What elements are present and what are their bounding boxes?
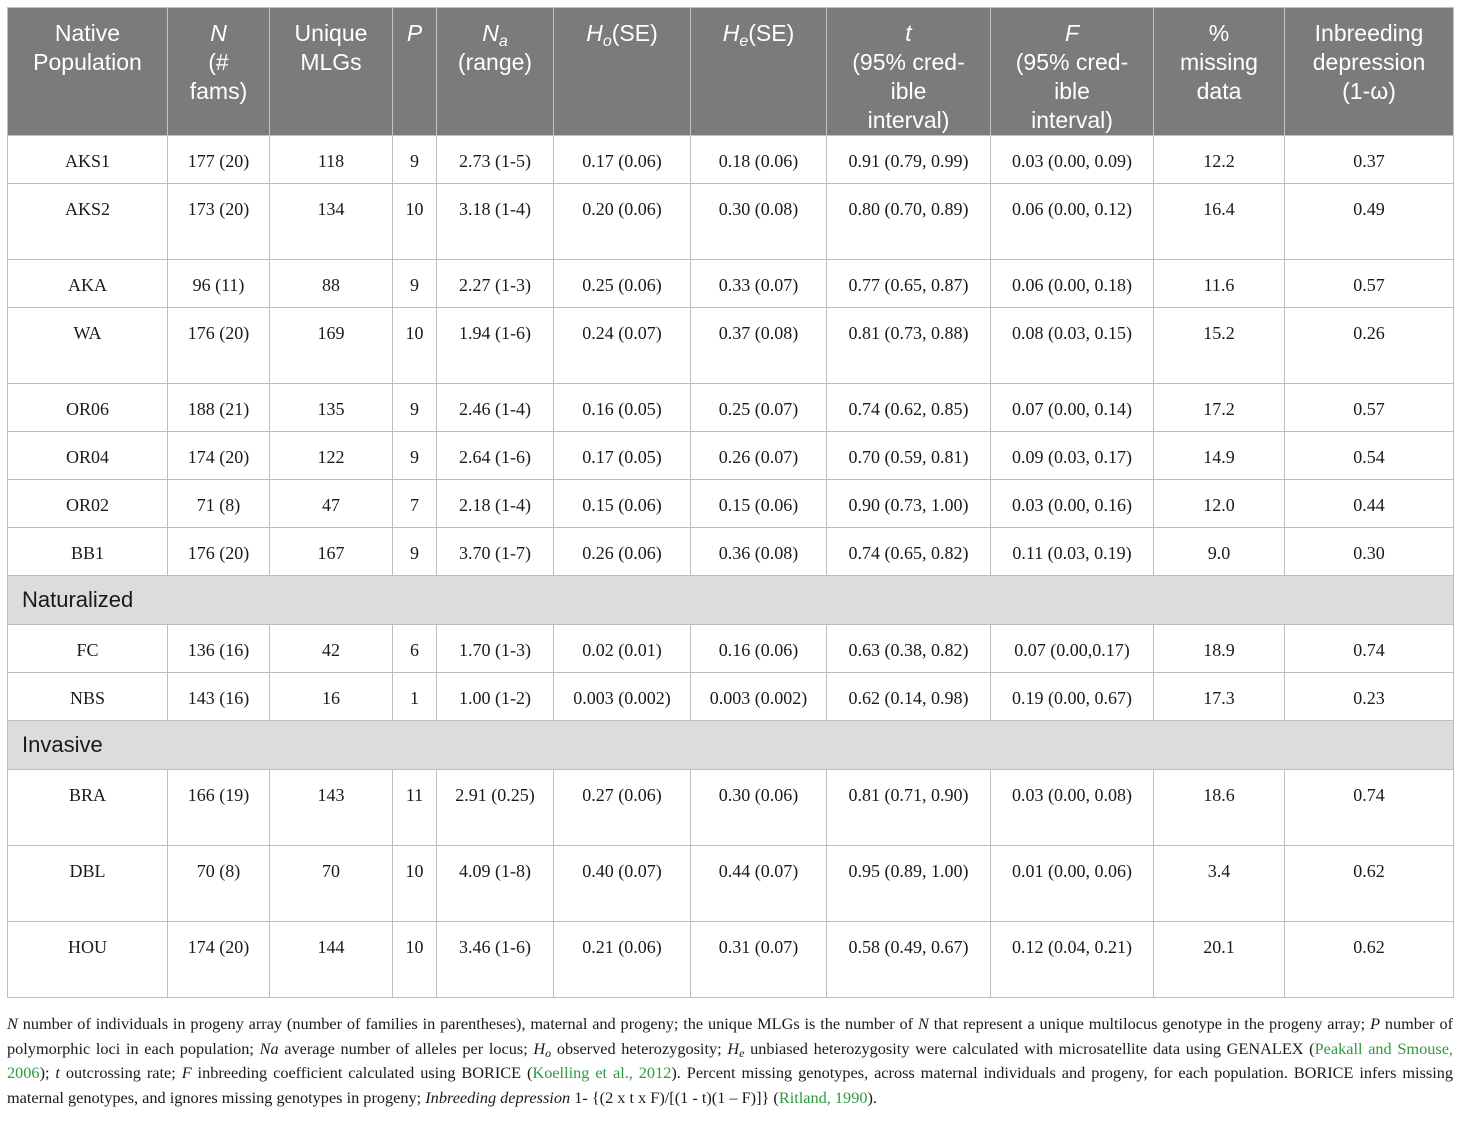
cell-population: BRA bbox=[8, 770, 168, 846]
cell-ho: 0.40 (0.07) bbox=[554, 846, 691, 922]
cell-ho: 0.21 (0.06) bbox=[554, 922, 691, 998]
table-row bbox=[8, 432, 1454, 480]
cell-unique-mlgs: 144 bbox=[270, 922, 393, 998]
citation-link-koelling[interactable]: Koelling et al., 2012 bbox=[532, 1063, 672, 1082]
cell-t: 0.81 (0.71, 0.90) bbox=[827, 770, 991, 846]
cell-unique-mlgs: 42 bbox=[270, 625, 393, 673]
section-label: Invasive bbox=[8, 721, 1454, 770]
col-native-population: Native Population bbox=[8, 8, 168, 136]
cell-unique-mlgs: 16 bbox=[270, 673, 393, 721]
cell-population: BB1 bbox=[8, 528, 168, 576]
cell-n: 71 (8) bbox=[168, 480, 270, 528]
table-row bbox=[8, 922, 1454, 998]
cell-missing: 3.4 bbox=[1154, 846, 1285, 922]
cell-unique-mlgs: 135 bbox=[270, 384, 393, 432]
cell-p: 1 bbox=[393, 673, 437, 721]
cell-inbreeding: 0.49 bbox=[1285, 184, 1454, 260]
cell-n: 176 (20) bbox=[168, 528, 270, 576]
cell-na: 2.46 (1-4) bbox=[437, 384, 554, 432]
cell-p: 10 bbox=[393, 846, 437, 922]
table-row bbox=[8, 136, 1454, 184]
cell-f: 0.19 (0.00, 0.67) bbox=[991, 673, 1154, 721]
citation-link-peakall[interactable]: Peakall and Smouse, 2006 bbox=[7, 1038, 1453, 1082]
cell-missing: 18.6 bbox=[1154, 770, 1285, 846]
cell-f: 0.07 (0.00,0.17) bbox=[991, 625, 1154, 673]
cell-inbreeding: 0.23 bbox=[1285, 673, 1454, 721]
cell-na: 3.46 (1-6) bbox=[437, 922, 554, 998]
cell-t: 0.77 (0.65, 0.87) bbox=[827, 260, 991, 308]
cell-missing: 17.2 bbox=[1154, 384, 1285, 432]
cell-f: 0.03 (0.00, 0.08) bbox=[991, 770, 1154, 846]
cell-population: OR02 bbox=[8, 480, 168, 528]
cell-missing: 15.2 bbox=[1154, 308, 1285, 384]
cell-n: 176 (20) bbox=[168, 308, 270, 384]
col-missing-data: % missing data bbox=[1154, 8, 1285, 136]
cell-p: 11 bbox=[393, 770, 437, 846]
cell-ho: 0.02 (0.01) bbox=[554, 625, 691, 673]
cell-n: 96 (11) bbox=[168, 260, 270, 308]
col-na: $N_a$ (range) bbox=[437, 8, 554, 136]
table-row bbox=[8, 480, 1454, 528]
cell-inbreeding: 0.57 bbox=[1285, 260, 1454, 308]
cell-unique-mlgs: 143 bbox=[270, 770, 393, 846]
cell-t: 0.90 (0.73, 1.00) bbox=[827, 480, 991, 528]
cell-missing: 16.4 bbox=[1154, 184, 1285, 260]
cell-t: 0.63 (0.38, 0.82) bbox=[827, 625, 991, 673]
cell-na: 1.94 (1-6) bbox=[437, 308, 554, 384]
cell-p: 9 bbox=[393, 260, 437, 308]
cell-n: 70 (8) bbox=[168, 846, 270, 922]
cell-t: 0.80 (0.70, 0.89) bbox=[827, 184, 991, 260]
cell-unique-mlgs: 167 bbox=[270, 528, 393, 576]
cell-p: 7 bbox=[393, 480, 437, 528]
cell-n: 166 (19) bbox=[168, 770, 270, 846]
cell-unique-mlgs: 88 bbox=[270, 260, 393, 308]
cell-unique-mlgs: 134 bbox=[270, 184, 393, 260]
cell-inbreeding: 0.26 bbox=[1285, 308, 1454, 384]
col-inbreeding-depression: Inbreeding depression (1-ω) bbox=[1285, 8, 1454, 136]
cell-n: 177 (20) bbox=[168, 136, 270, 184]
cell-population: WA bbox=[8, 308, 168, 384]
cell-na: 1.00 (1-2) bbox=[437, 673, 554, 721]
cell-inbreeding: 0.30 bbox=[1285, 528, 1454, 576]
cell-p: 9 bbox=[393, 136, 437, 184]
cell-t: 0.58 (0.49, 0.67) bbox=[827, 922, 991, 998]
table-row bbox=[8, 846, 1454, 922]
section-naturalized bbox=[8, 576, 1454, 625]
cell-t: 0.70 (0.59, 0.81) bbox=[827, 432, 991, 480]
table-row bbox=[8, 770, 1454, 846]
cell-n: 173 (20) bbox=[168, 184, 270, 260]
cell-unique-mlgs: 47 bbox=[270, 480, 393, 528]
cell-he: 0.18 (0.06) bbox=[691, 136, 827, 184]
cell-population: DBL bbox=[8, 846, 168, 922]
population-genetics-table bbox=[7, 7, 1454, 998]
table-footnote: N number of individuals in progeny array (number of families in parentheses), maternal and progeny; the unique MLGs is the number of N that represent a unique multilocus genotype in the progeny array; P number of polymorphic loci in each population; Na average number of alleles per locus; $H_o$ observed heterozygosity; $H_e$ unbiased heterozygosity were calculated with microsatellite data using GENALEX (Peakall and Smouse, 2006); t outcrossing rate; F inbreeding coefficient calculated using BORICE (Koelling et al., 2012). Percent missing genotypes, across maternal individuals and progeny, for each population. BORICE infers missing maternal genotypes, and ignores missing genotypes in progeny; Inbreeding depression 1- {(2 x t x F)/[(1 - t)(1 – F)]} (Ritland, 1990). bbox=[7, 1014, 1454, 1107]
cell-he: 0.33 (0.07) bbox=[691, 260, 827, 308]
table-row bbox=[8, 308, 1454, 384]
cell-f: 0.03 (0.00, 0.16) bbox=[991, 480, 1154, 528]
cell-population: FC bbox=[8, 625, 168, 673]
cell-f: 0.11 (0.03, 0.19) bbox=[991, 528, 1154, 576]
cell-population: HOU bbox=[8, 922, 168, 998]
cell-f: 0.08 (0.03, 0.15) bbox=[991, 308, 1154, 384]
cell-n: 143 (16) bbox=[168, 673, 270, 721]
section-label: Naturalized bbox=[8, 576, 1454, 625]
cell-p: 10 bbox=[393, 922, 437, 998]
cell-population: OR06 bbox=[8, 384, 168, 432]
cell-unique-mlgs: 122 bbox=[270, 432, 393, 480]
cell-t: 0.62 (0.14, 0.98) bbox=[827, 673, 991, 721]
cell-ho: 0.17 (0.05) bbox=[554, 432, 691, 480]
cell-na: 1.70 (1-3) bbox=[437, 625, 554, 673]
cell-f: 0.07 (0.00, 0.14) bbox=[991, 384, 1154, 432]
cell-f: 0.03 (0.00, 0.09) bbox=[991, 136, 1154, 184]
cell-population: AKS1 bbox=[8, 136, 168, 184]
cell-f: 0.09 (0.03, 0.17) bbox=[991, 432, 1154, 480]
table-row bbox=[8, 184, 1454, 260]
cell-missing: 12.2 bbox=[1154, 136, 1285, 184]
cell-unique-mlgs: 118 bbox=[270, 136, 393, 184]
cell-missing: 9.0 bbox=[1154, 528, 1285, 576]
cell-he: 0.31 (0.07) bbox=[691, 922, 827, 998]
cell-he: 0.16 (0.06) bbox=[691, 625, 827, 673]
cell-inbreeding: 0.62 bbox=[1285, 846, 1454, 922]
cell-he: 0.15 (0.06) bbox=[691, 480, 827, 528]
cell-he: 0.25 (0.07) bbox=[691, 384, 827, 432]
cell-missing: 11.6 bbox=[1154, 260, 1285, 308]
cell-population: OR04 bbox=[8, 432, 168, 480]
cell-ho: 0.26 (0.06) bbox=[554, 528, 691, 576]
cell-ho: 0.27 (0.06) bbox=[554, 770, 691, 846]
section-invasive bbox=[8, 721, 1454, 770]
cell-na: 2.91 (0.25) bbox=[437, 770, 554, 846]
cell-t: 0.91 (0.79, 0.99) bbox=[827, 136, 991, 184]
cell-n: 174 (20) bbox=[168, 922, 270, 998]
cell-he: 0.26 (0.07) bbox=[691, 432, 827, 480]
cell-ho: 0.15 (0.06) bbox=[554, 480, 691, 528]
col-n: N (# fams) bbox=[168, 8, 270, 136]
table-container bbox=[7, 7, 1453, 998]
cell-ho: 0.20 (0.06) bbox=[554, 184, 691, 260]
cell-ho: 0.25 (0.06) bbox=[554, 260, 691, 308]
cell-inbreeding: 0.54 bbox=[1285, 432, 1454, 480]
cell-p: 10 bbox=[393, 184, 437, 260]
cell-missing: 20.1 bbox=[1154, 922, 1285, 998]
cell-t: 0.74 (0.62, 0.85) bbox=[827, 384, 991, 432]
col-ho: $H_o(SE)$ bbox=[554, 8, 691, 136]
cell-p: 9 bbox=[393, 384, 437, 432]
cell-p: 6 bbox=[393, 625, 437, 673]
cell-n: 188 (21) bbox=[168, 384, 270, 432]
cell-missing: 18.9 bbox=[1154, 625, 1285, 673]
citation-link-ritland[interactable]: Ritland, 1990 bbox=[778, 1087, 868, 1107]
cell-he: 0.30 (0.08) bbox=[691, 184, 827, 260]
cell-missing: 17.3 bbox=[1154, 673, 1285, 721]
cell-he: 0.30 (0.06) bbox=[691, 770, 827, 846]
col-t: t (95% cred- ible interval) bbox=[827, 8, 991, 136]
cell-na: 2.73 (1-5) bbox=[437, 136, 554, 184]
table-row bbox=[8, 384, 1454, 432]
cell-population: AKA bbox=[8, 260, 168, 308]
cell-missing: 14.9 bbox=[1154, 432, 1285, 480]
cell-inbreeding: 0.44 bbox=[1285, 480, 1454, 528]
cell-he: 0.37 (0.08) bbox=[691, 308, 827, 384]
cell-p: 9 bbox=[393, 432, 437, 480]
col-he: $H_e(SE)$ bbox=[691, 8, 827, 136]
cell-he: 0.36 (0.08) bbox=[691, 528, 827, 576]
cell-f: 0.01 (0.00, 0.06) bbox=[991, 846, 1154, 922]
cell-f: 0.12 (0.04, 0.21) bbox=[991, 922, 1154, 998]
cell-ho: 0.16 (0.05) bbox=[554, 384, 691, 432]
cell-na: 2.64 (1-6) bbox=[437, 432, 554, 480]
table-row bbox=[8, 673, 1454, 721]
cell-ho: 0.17 (0.06) bbox=[554, 136, 691, 184]
cell-ho: 0.003 (0.002) bbox=[554, 673, 691, 721]
cell-t: 0.74 (0.65, 0.82) bbox=[827, 528, 991, 576]
cell-f: 0.06 (0.00, 0.12) bbox=[991, 184, 1154, 260]
cell-t: 0.95 (0.89, 1.00) bbox=[827, 846, 991, 922]
header-row bbox=[8, 8, 1454, 136]
cell-inbreeding: 0.37 bbox=[1285, 136, 1454, 184]
cell-inbreeding: 0.57 bbox=[1285, 384, 1454, 432]
table-row bbox=[8, 260, 1454, 308]
cell-ho: 0.24 (0.07) bbox=[554, 308, 691, 384]
cell-inbreeding: 0.62 bbox=[1285, 922, 1454, 998]
cell-missing: 12.0 bbox=[1154, 480, 1285, 528]
cell-unique-mlgs: 169 bbox=[270, 308, 393, 384]
cell-na: 3.18 (1-4) bbox=[437, 184, 554, 260]
cell-na: 3.70 (1-7) bbox=[437, 528, 554, 576]
cell-na: 2.27 (1-3) bbox=[437, 260, 554, 308]
col-unique-mlgs: Unique MLGs bbox=[270, 8, 393, 136]
cell-f: 0.06 (0.00, 0.18) bbox=[991, 260, 1154, 308]
cell-inbreeding: 0.74 bbox=[1285, 625, 1454, 673]
table-row bbox=[8, 625, 1454, 673]
col-p: P bbox=[393, 8, 437, 136]
cell-n: 136 (16) bbox=[168, 625, 270, 673]
cell-he: 0.44 (0.07) bbox=[691, 846, 827, 922]
cell-na: 4.09 (1-8) bbox=[437, 846, 554, 922]
cell-na: 2.18 (1-4) bbox=[437, 480, 554, 528]
cell-inbreeding: 0.74 bbox=[1285, 770, 1454, 846]
cell-n: 174 (20) bbox=[168, 432, 270, 480]
table-row bbox=[8, 528, 1454, 576]
cell-population: NBS bbox=[8, 673, 168, 721]
cell-unique-mlgs: 70 bbox=[270, 846, 393, 922]
cell-he: 0.003 (0.002) bbox=[691, 673, 827, 721]
cell-population: AKS2 bbox=[8, 184, 168, 260]
cell-p: 10 bbox=[393, 308, 437, 384]
cell-p: 9 bbox=[393, 528, 437, 576]
cell-t: 0.81 (0.73, 0.88) bbox=[827, 308, 991, 384]
col-f: F (95% cred- ible interval) bbox=[991, 8, 1154, 136]
